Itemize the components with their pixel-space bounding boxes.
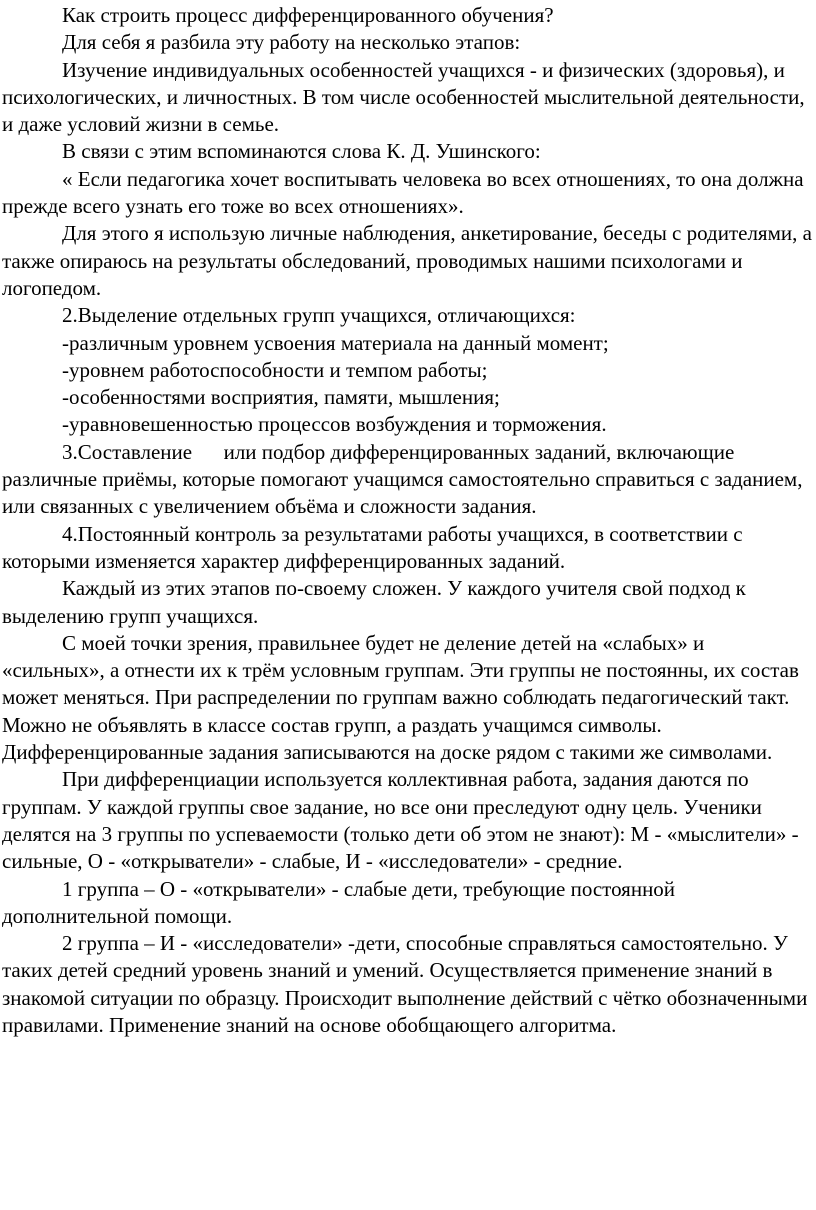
paragraph-methods: Для этого я использую личные наблюдения, анкетирование, беседы с родителями, а также опираюсь на результаты обследований, проводимых нашими психологами и логопедом. <box>2 221 812 300</box>
paragraph-intro: Для себя я разбила эту работу на несколько этапов: <box>62 30 521 55</box>
list-item-level: -различным уровнем усвоения материала на данный момент; <box>62 330 609 355</box>
paragraph-stage-2: 2.Выделение отдельных групп учащихся, отличающихся: <box>62 303 576 328</box>
paragraph-stage-4: 4.Постоянный контроль за результатами работы учащихся, в соответствии с которыми изменяется характер дифференцированных заданий. <box>2 521 743 573</box>
paragraph-stages-complexity: Каждый из этих этапов по-своему сложен. У каждого учителя свой подход к выделению групп учащихся. <box>2 576 746 628</box>
paragraph-groups-view: С моей точки зрения, правильнее будет не деление детей на «слабых» и «сильных», а отнести их к трём условным группам. Эти группы не постоянны, их состав может меняться. При распределении по группам важно соблюдать педагогический такт. Можно не объявлять в классе состав групп, а раздать учащимся символы. Дифференцированные задания записываются на доске рядом с такими же символами. <box>2 630 799 765</box>
paragraph-collective-work: При дифференциации используется коллективная работа, задания даются по группам. У каждой группы свое задание, но все они преследуют одну цель. Ученики делятся на 3 группы по успеваемости (только дети об этом не знают): М - «мыслители» - сильные, О - «открыватели» - слабые, И - «исследователи» - средние. <box>2 767 799 874</box>
paragraph-stage-1: Изучение индивидуальных особенностей учащихся - и физических (здоровья), и психологических, и личностных. В том числе особенностей мыслительной деятельности, и даже условий жизни в семье. <box>2 57 805 137</box>
list-item-workability: -уровнем работоспособности и темпом работы; <box>62 357 488 382</box>
paragraph-stage-3: 3.Составление или подбор дифференцированных заданий, включающие различные приёмы, которые помогают учащимся самостоятельно справиться с заданием, или связанных с увеличением объёма и сложности задания. <box>2 439 808 519</box>
paragraph-group-2: 2 группа – И - «исследователи» -дети, способные справляться самостоятельно. У таких детей средний уровень знаний и умений. Осуществляется применение знаний в знакомой ситуации по образцу. Происходит выполнение действий с чётко обозначенными правилами. Применение знаний на основе обобщающего алгоритма. <box>2 931 808 1037</box>
paragraph-ushinsky-intro: В связи с этим вспоминаются слова К. Д. Ушинского: <box>62 139 541 164</box>
paragraph-ushinsky-quote: « Если педагогика хочет воспитывать человека во всех отношениях, то она должна прежде всего узнать его тоже во всех отношениях». <box>2 166 804 219</box>
paragraph-question: Как строить процесс дифференцированного обучения? <box>62 3 554 27</box>
list-item-perception: -особенностями восприятия, памяти, мышления; <box>62 385 500 410</box>
paragraph-group-1: 1 группа – О - «открыватели» - слабые дети, требующие постоянной дополнительной помощи. <box>2 876 676 928</box>
list-item-balance: -уравновешенностью процессов возбуждения и торможения. <box>62 412 607 437</box>
